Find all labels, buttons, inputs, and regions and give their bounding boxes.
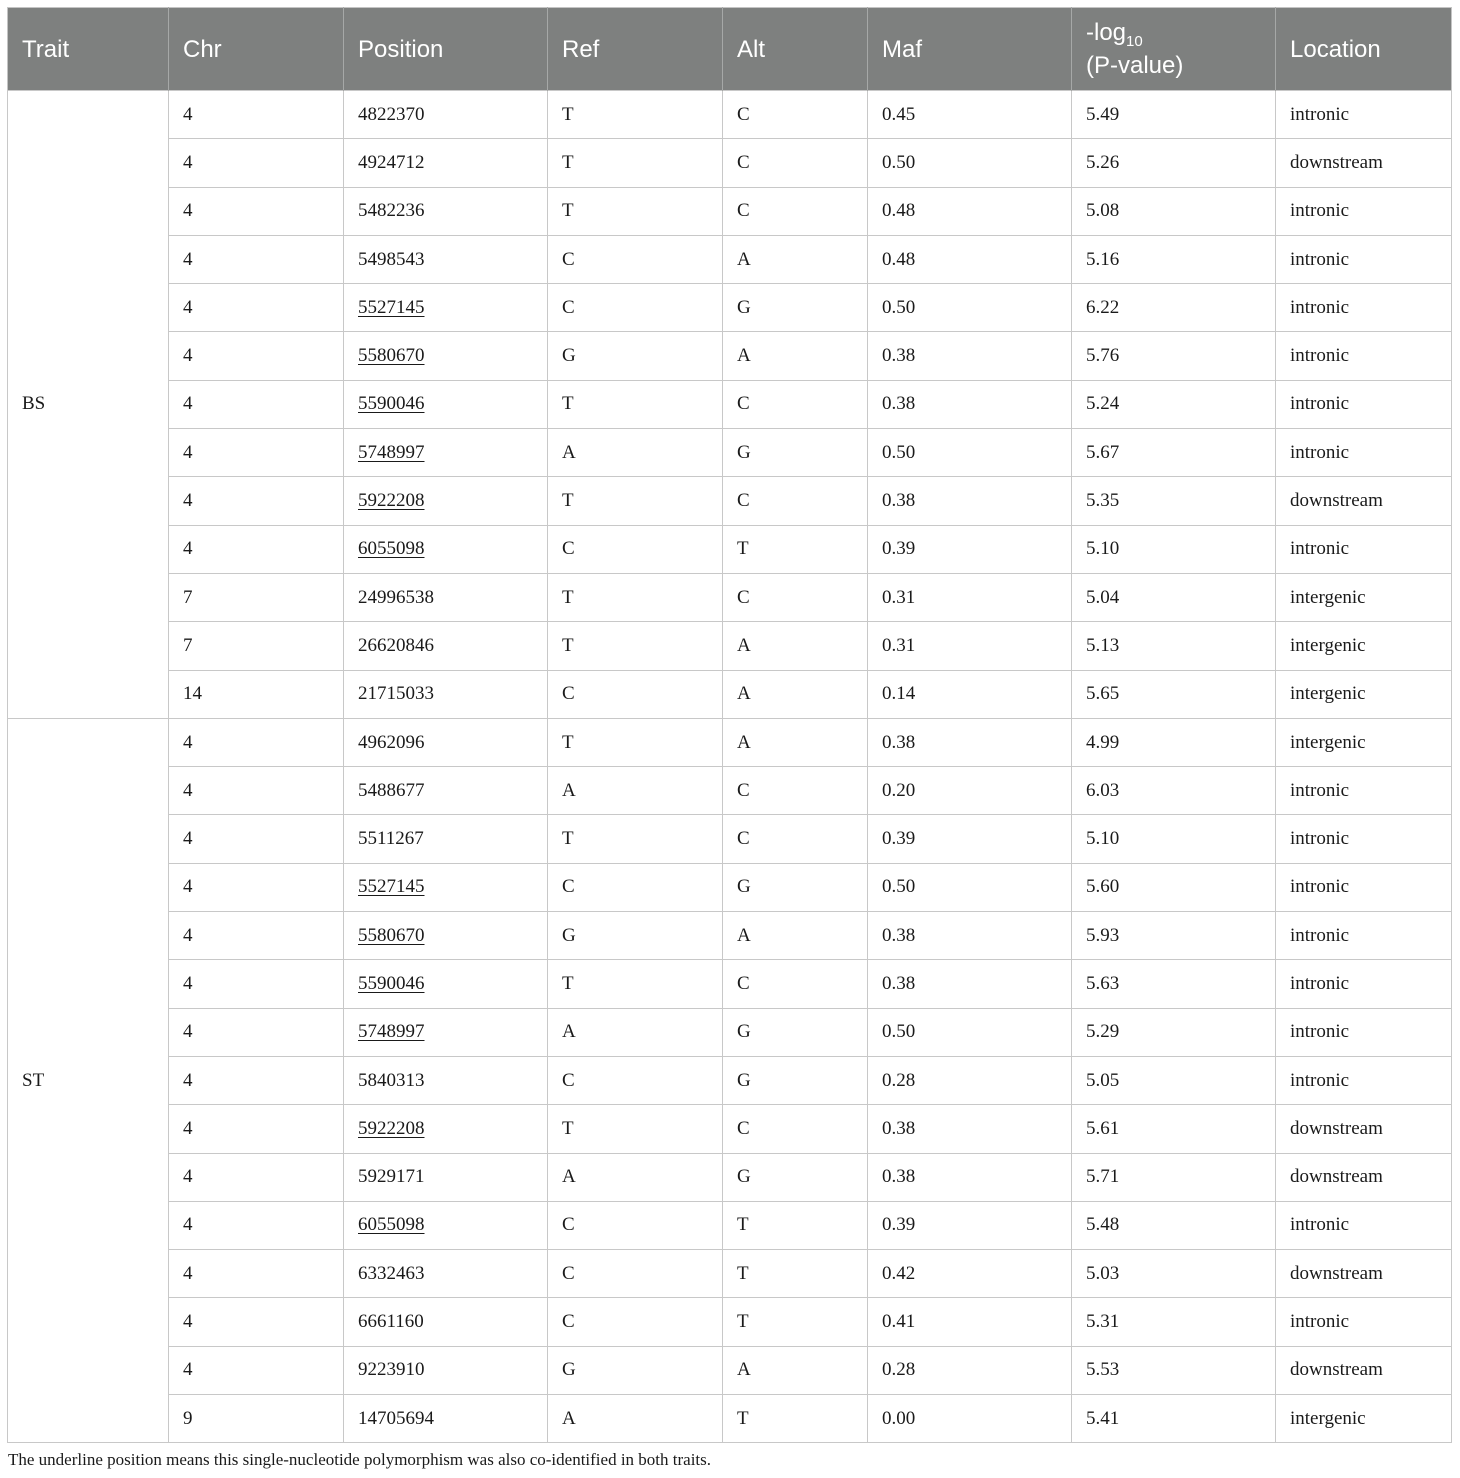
ref-cell: A [548, 1395, 723, 1443]
shared-position-text: 5590046 [358, 393, 425, 415]
location-cell: downstream [1276, 1105, 1452, 1153]
chr-cell: 4 [169, 1201, 344, 1249]
table-row [8, 235, 1452, 283]
maf-cell: 0.38 [868, 718, 1072, 766]
shared-position-text: 5922208 [358, 490, 425, 512]
ref-cell: C [548, 1201, 723, 1249]
position-cell: 21715033 [344, 670, 548, 718]
alt-cell: T [723, 525, 868, 573]
chr-cell: 4 [169, 1346, 344, 1394]
ref-cell: C [548, 1250, 723, 1298]
position-cell: 5498543 [344, 235, 548, 283]
alt-cell: T [723, 1298, 868, 1346]
alt-cell: A [723, 235, 868, 283]
snp-table [7, 7, 1452, 1443]
location-cell: intronic [1276, 815, 1452, 863]
table-row [8, 525, 1452, 573]
position-cell: 9223910 [344, 1346, 548, 1394]
ref-cell: C [548, 235, 723, 283]
chr-cell: 4 [169, 187, 344, 235]
chr-cell: 4 [169, 477, 344, 525]
position-cell: 5929171 [344, 1153, 548, 1201]
plog-cell: 5.61 [1072, 1105, 1276, 1153]
location-cell: intronic [1276, 235, 1452, 283]
position-cell [344, 960, 548, 1008]
maf-cell: 0.39 [868, 525, 1072, 573]
location-cell: intronic [1276, 863, 1452, 911]
plog-cell: 5.10 [1072, 815, 1276, 863]
ref-cell: T [548, 380, 723, 428]
alt-cell: C [723, 767, 868, 815]
table-row [8, 1056, 1452, 1104]
table-row [8, 1105, 1452, 1153]
location-cell: downstream [1276, 1346, 1452, 1394]
table-row [8, 912, 1452, 960]
chr-cell: 4 [169, 235, 344, 283]
plog-cell: 5.08 [1072, 187, 1276, 235]
table-row [8, 1346, 1452, 1394]
position-cell [344, 429, 548, 477]
location-cell: intronic [1276, 284, 1452, 332]
ref-cell: T [548, 139, 723, 187]
table-row [8, 429, 1452, 477]
maf-cell: 0.38 [868, 912, 1072, 960]
table-row [8, 284, 1452, 332]
table-row [8, 670, 1452, 718]
plog-cell: 5.71 [1072, 1153, 1276, 1201]
header-log-p-value [1072, 8, 1276, 91]
table-row [8, 91, 1452, 139]
table-row [8, 139, 1452, 187]
table-body [8, 91, 1452, 1443]
shared-position-text: 5748997 [358, 441, 425, 463]
ref-cell: C [548, 1298, 723, 1346]
location-cell: downstream [1276, 1250, 1452, 1298]
alt-cell: T [723, 1395, 868, 1443]
maf-cell: 0.39 [868, 815, 1072, 863]
position-cell [344, 380, 548, 428]
maf-cell: 0.38 [868, 332, 1072, 380]
position-cell [344, 1201, 548, 1249]
alt-cell: C [723, 187, 868, 235]
ref-cell: T [548, 187, 723, 235]
chr-cell: 4 [169, 139, 344, 187]
position-cell [344, 1105, 548, 1153]
location-cell: intronic [1276, 1201, 1452, 1249]
location-cell: intergenic [1276, 573, 1452, 621]
ref-cell: T [548, 815, 723, 863]
table-row [8, 573, 1452, 621]
header-trait: Trait [8, 8, 169, 91]
table-row [8, 477, 1452, 525]
location-cell: intergenic [1276, 718, 1452, 766]
header-log-prefix: -log [1086, 18, 1127, 46]
maf-cell: 0.38 [868, 1153, 1072, 1201]
ref-cell: T [548, 91, 723, 139]
chr-cell: 4 [169, 1105, 344, 1153]
table-row [8, 622, 1452, 670]
maf-cell: 0.31 [868, 573, 1072, 621]
plog-cell: 4.99 [1072, 718, 1276, 766]
table-row [8, 1395, 1452, 1443]
location-cell: intronic [1276, 380, 1452, 428]
plog-cell: 5.35 [1072, 477, 1276, 525]
alt-cell: T [723, 1250, 868, 1298]
table-row [8, 767, 1452, 815]
maf-cell: 0.50 [868, 1008, 1072, 1056]
table-footnote: The underline position means this single-nucleotide polymorphism was also co-identified in both traits. [8, 1450, 712, 1469]
chr-cell: 4 [169, 815, 344, 863]
alt-cell: G [723, 1056, 868, 1104]
alt-cell: C [723, 91, 868, 139]
plog-cell: 5.04 [1072, 573, 1276, 621]
location-cell: intronic [1276, 429, 1452, 477]
chr-cell: 4 [169, 380, 344, 428]
maf-cell: 0.14 [868, 670, 1072, 718]
position-cell: 14705694 [344, 1395, 548, 1443]
table-row [8, 718, 1452, 766]
maf-cell: 0.38 [868, 1105, 1072, 1153]
table-row [8, 1008, 1452, 1056]
chr-cell: 4 [169, 1250, 344, 1298]
trait-cell: ST [8, 718, 169, 1442]
position-cell [344, 863, 548, 911]
chr-cell: 7 [169, 622, 344, 670]
position-cell: 6661160 [344, 1298, 548, 1346]
location-cell: intronic [1276, 1298, 1452, 1346]
maf-cell: 0.38 [868, 477, 1072, 525]
chr-cell: 4 [169, 863, 344, 911]
header-row [8, 8, 1452, 91]
alt-cell: C [723, 960, 868, 1008]
chr-cell: 4 [169, 332, 344, 380]
location-cell: intergenic [1276, 622, 1452, 670]
plog-cell: 5.60 [1072, 863, 1276, 911]
chr-cell: 4 [169, 525, 344, 573]
ref-cell: A [548, 1008, 723, 1056]
location-cell: intronic [1276, 91, 1452, 139]
chr-cell: 4 [169, 767, 344, 815]
ref-cell: T [548, 718, 723, 766]
shared-position-text: 5748997 [358, 1021, 425, 1043]
ref-cell: A [548, 429, 723, 477]
alt-cell: C [723, 139, 868, 187]
chr-cell: 4 [169, 91, 344, 139]
alt-cell: A [723, 1346, 868, 1394]
plog-cell: 5.76 [1072, 332, 1276, 380]
plog-cell: 6.22 [1072, 284, 1276, 332]
ref-cell: C [548, 525, 723, 573]
plog-cell: 5.67 [1072, 429, 1276, 477]
chr-cell: 4 [169, 912, 344, 960]
chr-cell: 4 [169, 718, 344, 766]
trait-cell: BS [8, 91, 169, 719]
location-cell: downstream [1276, 1153, 1452, 1201]
table-row [8, 332, 1452, 380]
location-cell: intronic [1276, 332, 1452, 380]
ref-cell: G [548, 1346, 723, 1394]
location-cell: intronic [1276, 1056, 1452, 1104]
alt-cell: C [723, 477, 868, 525]
maf-cell: 0.31 [868, 622, 1072, 670]
header-location: Location [1276, 8, 1452, 91]
location-cell: intronic [1276, 912, 1452, 960]
position-cell: 5840313 [344, 1056, 548, 1104]
plog-cell: 5.26 [1072, 139, 1276, 187]
alt-cell: C [723, 1105, 868, 1153]
maf-cell: 0.50 [868, 284, 1072, 332]
header-position: Position [344, 8, 548, 91]
table-row [8, 1201, 1452, 1249]
location-cell: intronic [1276, 525, 1452, 573]
plog-cell: 5.63 [1072, 960, 1276, 1008]
ref-cell: T [548, 477, 723, 525]
alt-cell: G [723, 1153, 868, 1201]
alt-cell: A [723, 718, 868, 766]
chr-cell: 4 [169, 284, 344, 332]
plog-cell: 5.93 [1072, 912, 1276, 960]
maf-cell: 0.50 [868, 429, 1072, 477]
position-cell: 4962096 [344, 718, 548, 766]
ref-cell: C [548, 863, 723, 911]
maf-cell: 0.50 [868, 863, 1072, 911]
alt-cell: A [723, 912, 868, 960]
chr-cell: 4 [169, 1298, 344, 1346]
alt-cell: C [723, 815, 868, 863]
ref-cell: G [548, 332, 723, 380]
maf-cell: 0.39 [868, 1201, 1072, 1249]
plog-cell: 5.41 [1072, 1395, 1276, 1443]
position-cell: 6332463 [344, 1250, 548, 1298]
table-row [8, 863, 1452, 911]
shared-position-text: 5922208 [358, 1117, 425, 1139]
alt-cell: C [723, 380, 868, 428]
chr-cell: 4 [169, 1008, 344, 1056]
alt-cell: G [723, 284, 868, 332]
table-row [8, 187, 1452, 235]
location-cell: intergenic [1276, 670, 1452, 718]
plog-cell: 5.65 [1072, 670, 1276, 718]
position-cell [344, 284, 548, 332]
chr-cell: 4 [169, 1056, 344, 1104]
position-cell: 5511267 [344, 815, 548, 863]
chr-cell: 14 [169, 670, 344, 718]
header-chr: Chr [169, 8, 344, 91]
alt-cell: C [723, 573, 868, 621]
chr-cell: 4 [169, 429, 344, 477]
maf-cell: 0.28 [868, 1346, 1072, 1394]
chr-cell: 7 [169, 573, 344, 621]
header-log-suffix: (P-value) [1086, 52, 1184, 80]
maf-cell: 0.45 [868, 91, 1072, 139]
header-ref: Ref [548, 8, 723, 91]
position-cell: 26620846 [344, 622, 548, 670]
table-row [8, 815, 1452, 863]
position-cell [344, 525, 548, 573]
table-row [8, 960, 1452, 1008]
shared-position-text: 6055098 [358, 538, 425, 560]
chr-cell: 4 [169, 1153, 344, 1201]
alt-cell: A [723, 622, 868, 670]
alt-cell: A [723, 332, 868, 380]
plog-cell: 6.03 [1072, 767, 1276, 815]
alt-cell: A [723, 670, 868, 718]
table-row [8, 380, 1452, 428]
plog-cell: 5.16 [1072, 235, 1276, 283]
plog-cell: 5.31 [1072, 1298, 1276, 1346]
ref-cell: A [548, 1153, 723, 1201]
chr-cell: 4 [169, 960, 344, 1008]
header-maf: Maf [868, 8, 1072, 91]
ref-cell: C [548, 670, 723, 718]
alt-cell: G [723, 1008, 868, 1056]
maf-cell: 0.41 [868, 1298, 1072, 1346]
plog-cell: 5.05 [1072, 1056, 1276, 1104]
table-row [8, 1250, 1452, 1298]
header-log-subscript: 10 [1126, 32, 1143, 50]
shared-position-text: 6055098 [358, 1214, 425, 1236]
position-cell: 4822370 [344, 91, 548, 139]
maf-cell: 0.38 [868, 380, 1072, 428]
ref-cell: T [548, 622, 723, 670]
position-cell: 4924712 [344, 139, 548, 187]
ref-cell: C [548, 284, 723, 332]
position-cell: 5482236 [344, 187, 548, 235]
chr-cell: 9 [169, 1395, 344, 1443]
location-cell: intergenic [1276, 1395, 1452, 1443]
maf-cell: 0.20 [868, 767, 1072, 815]
position-cell [344, 1008, 548, 1056]
location-cell: intronic [1276, 187, 1452, 235]
plog-cell: 5.13 [1072, 622, 1276, 670]
maf-cell: 0.42 [868, 1250, 1072, 1298]
location-cell: intronic [1276, 767, 1452, 815]
plog-cell: 5.29 [1072, 1008, 1276, 1056]
position-cell [344, 477, 548, 525]
position-cell [344, 912, 548, 960]
ref-cell: T [548, 573, 723, 621]
ref-cell: C [548, 1056, 723, 1104]
ref-cell: T [548, 1105, 723, 1153]
ref-cell: A [548, 767, 723, 815]
alt-cell: T [723, 1201, 868, 1249]
position-cell: 24996538 [344, 573, 548, 621]
location-cell: intronic [1276, 1008, 1452, 1056]
location-cell: downstream [1276, 139, 1452, 187]
location-cell: intronic [1276, 960, 1452, 1008]
table-row [8, 1153, 1452, 1201]
shared-position-text: 5527145 [358, 876, 425, 898]
table-row [8, 1298, 1452, 1346]
alt-cell: G [723, 863, 868, 911]
shared-position-text: 5580670 [358, 345, 425, 367]
maf-cell: 0.00 [868, 1395, 1072, 1443]
plog-cell: 5.10 [1072, 525, 1276, 573]
plog-cell: 5.49 [1072, 91, 1276, 139]
plog-cell: 5.48 [1072, 1201, 1276, 1249]
plog-cell: 5.53 [1072, 1346, 1276, 1394]
location-cell: downstream [1276, 477, 1452, 525]
position-cell: 5488677 [344, 767, 548, 815]
shared-position-text: 5580670 [358, 924, 425, 946]
maf-cell: 0.28 [868, 1056, 1072, 1104]
maf-cell: 0.50 [868, 139, 1072, 187]
plog-cell: 5.24 [1072, 380, 1276, 428]
alt-cell: G [723, 429, 868, 477]
shared-position-text: 5590046 [358, 972, 425, 994]
ref-cell: T [548, 960, 723, 1008]
maf-cell: 0.48 [868, 235, 1072, 283]
plog-cell: 5.03 [1072, 1250, 1276, 1298]
maf-cell: 0.38 [868, 960, 1072, 1008]
header-alt: Alt [723, 8, 868, 91]
position-cell [344, 332, 548, 380]
ref-cell: G [548, 912, 723, 960]
shared-position-text: 5527145 [358, 296, 425, 318]
maf-cell: 0.48 [868, 187, 1072, 235]
